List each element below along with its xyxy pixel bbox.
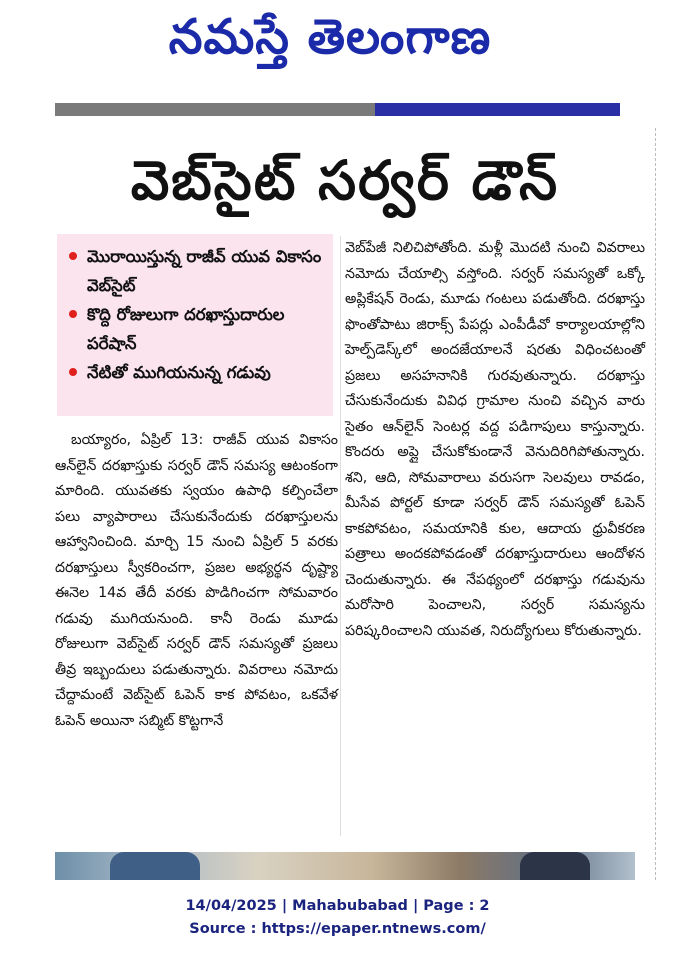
newspaper-masthead: నమస్తే తెలంగాణ (168, 9, 492, 65)
highlight-text: నేటితో ముగియనున్న గడువు (87, 363, 271, 382)
highlight-text: కొద్ది రోజులుగా దరఖాస్తుదారుల పరేషాన్ (87, 305, 285, 353)
header-band-gray (55, 103, 375, 116)
article-paragraph: వెబ్‌పేజీ నిలిచిపోతోంది. మళ్లీ మొదటి నుంచి వివరాలు నమోదు చేయాల్సి వస్తోంది. సర్వర్ సమస్యతో ఒక్కో అప్లికేషన్ రెండు, మూడు గంటలు పడుతోంది. దరఖాస్తు ఫొంతోపాటు జిరాక్స్ పేపర్లు ఎంపీడీవో కార్యాలయాల్లోని హెల్ప్‌డెస్క్‌లో అందజేయాలనే షరతు విధించటంతో ప్రజలు అసహనానికి గురవుతున్నారు. దరఖాస్తు చేసుకునేందుకు వివిధ గ్రామాల నుంచి వచ్చిన వారు సైతం ఆన్‌లైన్ సెంటర్ల వద్ద పడిగాపులు కాస్తున్నారు. కొందరు అప్లై చేసుకోకుండానే వెనుదిరిగిపోతున్నారు. శని, ఆది, సోమవారాలు వరుసగా సెలవులు రావడం, మీసేవ పోర్టల్ కూడా సర్వర్ డౌన్ సమస్యతో ఓపెన్ కాకపోవటం, సమయానికి కుల, ఆదాయ ధ్రువీకరణ పత్రాలు అందకపోవడంతో దరఖాస్తుదారులు ఆందోళన చెందుతున్నారు. ఈ నేపథ్యంలో దరఖాస్తు గడువును మరోసారి పెంచాలని, సర్వర్ సమస్యను పరిష్కరించాలని యువత, నిరుద్యోగులు కోరుతున్నారు. (345, 240, 645, 639)
highlights-box (57, 234, 333, 416)
photo-figure-right (520, 852, 590, 880)
article-column-right (345, 236, 645, 644)
article-headline: వెబ్‌సైట్ సర్వర్ డౌన్ (130, 148, 560, 212)
edition-info: 14/04/2025 | Mahabubabad | Page : 2 (185, 898, 490, 914)
source-link[interactable]: Source : https://epaper.ntnews.com/ (189, 921, 486, 937)
bullet-icon (69, 310, 77, 318)
highlight-text: మొరాయిస్తున్న రాజీవ్ యువ వికాసం వెబ్‌సైట్ (87, 247, 322, 295)
highlight-item (65, 358, 325, 387)
highlight-item (65, 300, 325, 358)
article-paragraph: బయ్యారం, ఏప్రిల్ 13: రాజీవ్ యువ వికాసం ఆన్‌లైన్ దరఖాస్తుకు సర్వర్ డౌన్ సమస్య ఆటంకంగా మారింది. యువతకు స్వయం ఉపాధి కల్పించేలా పలు వ్యాపారాలు చేసుకునేందుకు దరఖాస్తులను ఆహ్వానించింది. మార్చి 15 నుంచి ఏప్రిల్ 5 వరకు దరఖాస్తులు స్వీకరించగా, ప్రజల అభ్యర్థన దృష్ట్యా ఈనెల 14వ తేదీ వరకు పొడిగించగా సోమవారం గడువు ముగియనుంది. కానీ రెండు మూడు రోజులుగా వెబ్‌సైట్ సర్వర్ డౌన్ సమస్యతో ప్రజలు తీవ్ర ఇబ్బందులు పడుతున్నారు. వివరాలు నమోదు చేద్దామంటే వెబ్‌సైట్ ఓపెన్ కాక పోవటం, ఒకవేళ ఓపెన్ అయినా సబ్మిట్ కొట్టగానే (55, 432, 338, 729)
bullet-icon (69, 368, 77, 376)
column-divider (340, 236, 341, 836)
news-article (55, 128, 656, 880)
article-column-left (55, 428, 338, 734)
photo-figure-left (110, 852, 200, 880)
bullet-icon (69, 252, 77, 260)
highlight-item (65, 242, 325, 300)
header-band-blue (375, 103, 620, 116)
